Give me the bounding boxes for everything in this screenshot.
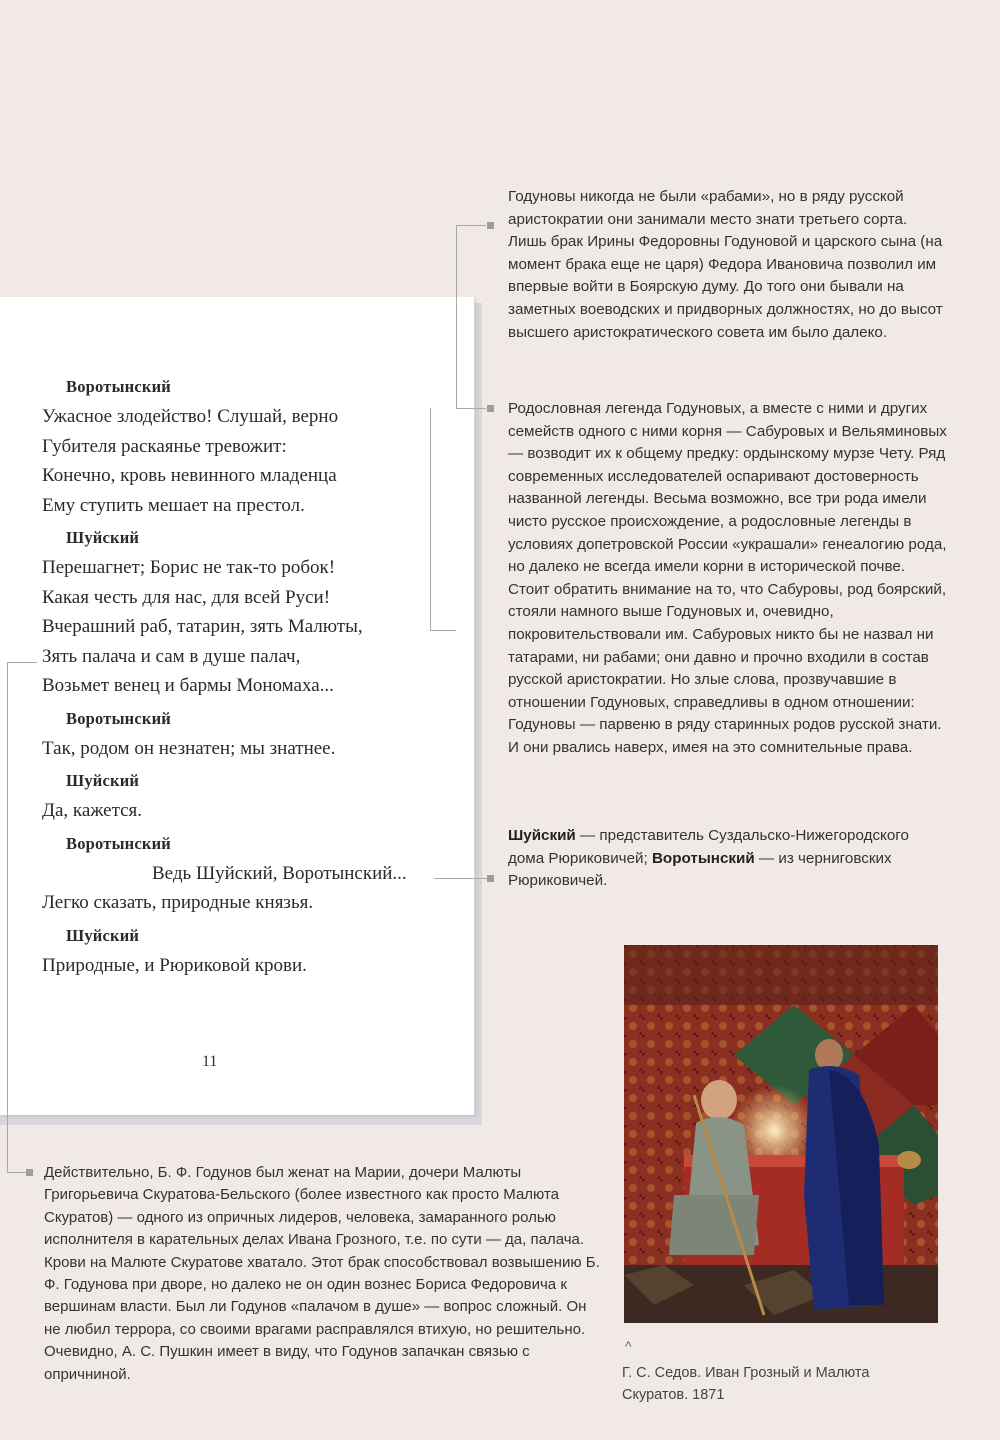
connector-line [7, 662, 37, 663]
commentary-princes [508, 825, 948, 893]
connector-line [456, 225, 486, 226]
connector-line [7, 662, 8, 1172]
connector-marker [487, 875, 494, 882]
dialogue-line: Так, родом он незнатен; мы знатнее. [42, 737, 336, 759]
connector-line [456, 408, 486, 409]
term-vorotynsky: Воротынский [651, 849, 755, 867]
connector-marker [26, 1169, 33, 1176]
connector-line [430, 630, 456, 631]
speaker-name: Шуйский [66, 925, 140, 945]
page-number: 11 [202, 1053, 218, 1070]
commentary-text: — из черниговских Рюриковичей. [508, 849, 892, 890]
connector-line [434, 878, 487, 879]
dialogue-line: Легко сказать, природные князья. [42, 892, 314, 913]
play-dialogue [42, 377, 462, 980]
painting-image [624, 945, 938, 1323]
booklet-sheet [0, 297, 475, 1115]
painting-illustration [624, 945, 938, 1323]
connector-line [456, 225, 457, 408]
booklet-page [0, 297, 485, 1125]
speaker-name: Воротынский [66, 377, 172, 396]
dialogue-line: Ему ступить мешает на престол. [42, 494, 305, 516]
connector-marker [487, 405, 494, 412]
commentary-malyuta-marriage: Действительно, Б. Ф. Годунов был женат на Марии, дочери Малюты Григорьевича Скуратова-Бельского (более известного как просто Малюта Скуратов) — одного из опричных лидеров, человека, замаранного ролью исполнителя в карательных делах Ивана Грозного, т.е. по сути — да, палача. Крови на Малюте Скуратове хватало. Этот брак способствовал возвышению Б. Ф. Годунова при дворе, но далеко не он один вознес Бориса Федоровича к вершинам власти. Был ли Годунов «палачом в душе» — вопрос сложный. Он не любил террора, со своими врагами расправлялся втихую, но решительно. Очевидно, А. С. Пушкин имеет в виду, что Годунов запачкан связью с опричниной. [44, 1164, 600, 1383]
commentary-text: — представитель Суздальско-Нижегородского дома Рюриковичей; [508, 827, 909, 867]
term-shuisky: Шуйский [508, 827, 576, 844]
dialogue-line: Губителя раскаянье тревожит: [42, 435, 287, 457]
connector-marker [487, 222, 494, 229]
connector-line [430, 408, 431, 630]
dialogue-line: Вчерашний раб, татарин, зять Малюты, [42, 616, 363, 637]
caption-pointer: ^ [625, 1338, 632, 1354]
commentary-godunov-status: Годуновы никогда не были «рабами», но в ряду русской аристократии они занимали место знати третьего сорта. Лишь брак Ирины Федоровны Годуновой и царского сына (на момент брака еще не царя) Федора Ивановича позволил им впервые войти в Боярскую думу. До того они бывали на заметных воеводских и придворных должностях, но до высот высшего аристократического совета им было далеко. [508, 188, 943, 341]
dialogue-line: Конечно, кровь невинного младенца [42, 465, 337, 486]
painting-caption: Г. С. Седов. Иван Грозный и Малюта Скуратов. 1871 [622, 1365, 870, 1403]
connector-line [7, 1172, 27, 1173]
speaker-name: Воротынский [66, 833, 172, 853]
dialogue-line: Перешагнет; Борис не так-то робок! [42, 557, 336, 578]
dialogue-line: Зять палача и сам в душе палач, [42, 645, 301, 667]
dialogue-line: Ведь Шуйский, Воротынский... [152, 862, 407, 884]
dialogue-line: Природные, и Рюриковой крови. [42, 954, 307, 976]
dialogue-line: Возьмет венец и бармы Мономаха... [42, 675, 334, 696]
dialogue-line: Ужасное злодейство! Слушай, верно [42, 406, 339, 427]
speaker-name: Воротынский [66, 708, 172, 728]
speaker-name: Шуйский [66, 528, 140, 547]
dialogue-line: Какая честь для нас, для всей Руси! [42, 586, 331, 608]
dialogue-line: Да, кажется. [42, 800, 143, 821]
speaker-name: Шуйский [66, 771, 140, 790]
commentary-genealogy-legend: Родословная легенда Годуновых, а вместе с ними и других семейств одного с ними корня — Сабуровых и Вельяминовых — возводит их к общему предку: ордынскому мурзе Чету. Ряд современных исследователей оспаривают достоверность названной легенды. Весьма возможно, все три рода имели чисто русское происхождение, а родословные легенды в условиях допетровской России «украшали» генеалогию рода, но далеко не всегда имели корни в исторической почве. Стоит обратить внимание на то, что Сабуровы, род боярский, стояли намного выше Годуновых и, очевидно, покровительствовали им. Сабуровых никто бы не назвал ни татарами, ни рабами; они давно и прочно входили в состав русской аристократии. Но злые слова, прозвучавшие в отношении Годуновых, справедливы в одном отношении: Годуновы — парвеню в ряду старинных родов русской знати. И они рвались наверх, имея на это сомнительные права. [508, 400, 947, 756]
